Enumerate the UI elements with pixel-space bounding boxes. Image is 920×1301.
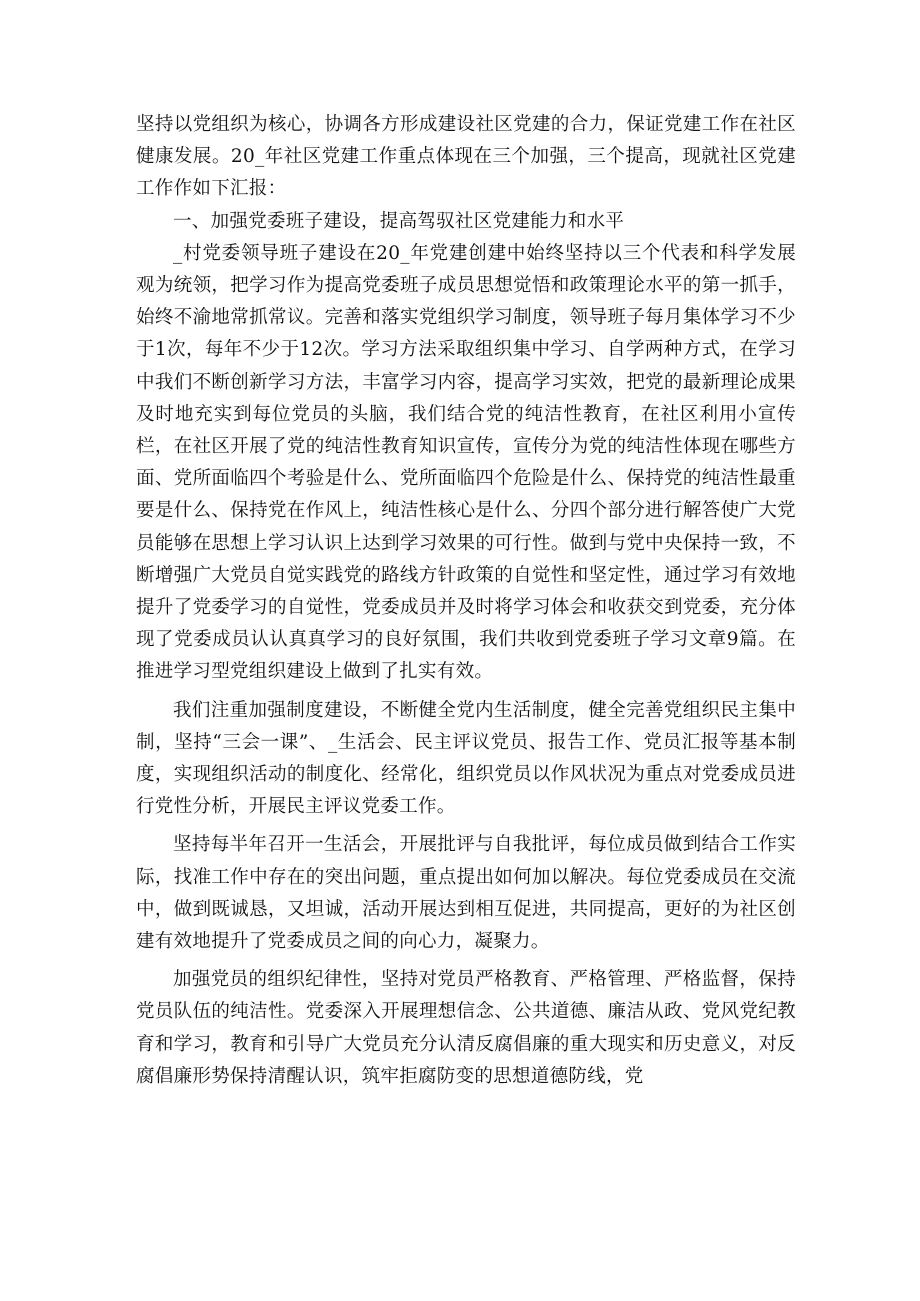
paragraph-system: 我们注重加强制度建设，不断健全党内生活制度，健全完善党组织民主集中制，坚持“三会一课”、_生活会、民主评议党员、报告工作、党员汇报等基本制度，实现组织活动的制度化、经常化，组织党员以作风状况为重点对党委成员进行党性分析，开展民主评议党委工作。 xyxy=(136,699,796,818)
paragraph-meeting: 坚持每半年召开一生活会，开展批评与自我批评，每位成员做到结合工作实际，找准工作中存在的突出问题，重点提出如何加以解决。每位党委成员在交流中，做到既诚恳，又坦诚，活动开展达到相互促进，共同提高，更好的为社区创建有效地提升了党委成员之间的向心力，凝聚力。 xyxy=(136,834,796,953)
paragraph-intro: 坚持以党组织为核心，协调各方形成建设社区党建的合力，保证党建工作在社区健康发展。20_年社区党建工作重点体现在三个加强，三个提高，现就社区党建工作作如下汇报： xyxy=(136,114,796,200)
section-heading: 一、加强党委班子建设，提高驾驭社区党建能力和水平 xyxy=(173,210,625,232)
paragraph-study: _村党委领导班子建设在20_年党建创建中始终坚持以三个代表和科学发展观为统领，把学习作为提高党委班子成员思想觉悟和政策理论水平的第一抓手，始终不渝地常抓常议。完善和落实党组织学习制度，领导班子每月集体学习不少于1次，每年不少于12次。学习方法采取组织集中学习、自学两种方式，在学习中我们不断创新学习方法，丰富学习内容，提高学习实效，把党的最新理论成果及时地充实到每位党员的头脑，我们结合党的纯洁性教育，在社区利用小宣传栏，在社区开展了党的纯洁性教育知识宣传，宣传分为党的纯洁性体现在哪些方面、党所面临四个考验是什么、党所面临四个危险是什么、保持党的纯洁性最重要是什么、保持党在作风上，纯洁性核心是什么、分四个部分进行解答使广大党员能够在思想上学习认识上达到学习效果的可行性。做到与党中央保持一致，不断增强广大党员自觉实践党的路线方针政策的自觉性和坚定性，通过学习有效地提升了党委学习的自觉性，党委成员并及时将学习体会和收获交到党委，充分体现了党委成员认认真真学习的良好氛围，我们共收到党委班子学习文章9篇。在推进学习型党组织建设上做到了扎实有效。 xyxy=(136,242,796,683)
paragraph-discipline: 加强党员的组织纪律性，坚持对党员严格教育、严格管理、严格监督，保持党员队伍的纯洁性。党委深入开展理想信念、公共道德、廉洁从政、党风党纪教育和学习，教育和引导广大党员充分认清反腐倡廉的重大现实和历史意义，对反腐倡廉形势保持清醒认识，筑牢拒腐防变的思想道德防线，党 xyxy=(136,969,796,1087)
document-body xyxy=(136,109,796,1093)
